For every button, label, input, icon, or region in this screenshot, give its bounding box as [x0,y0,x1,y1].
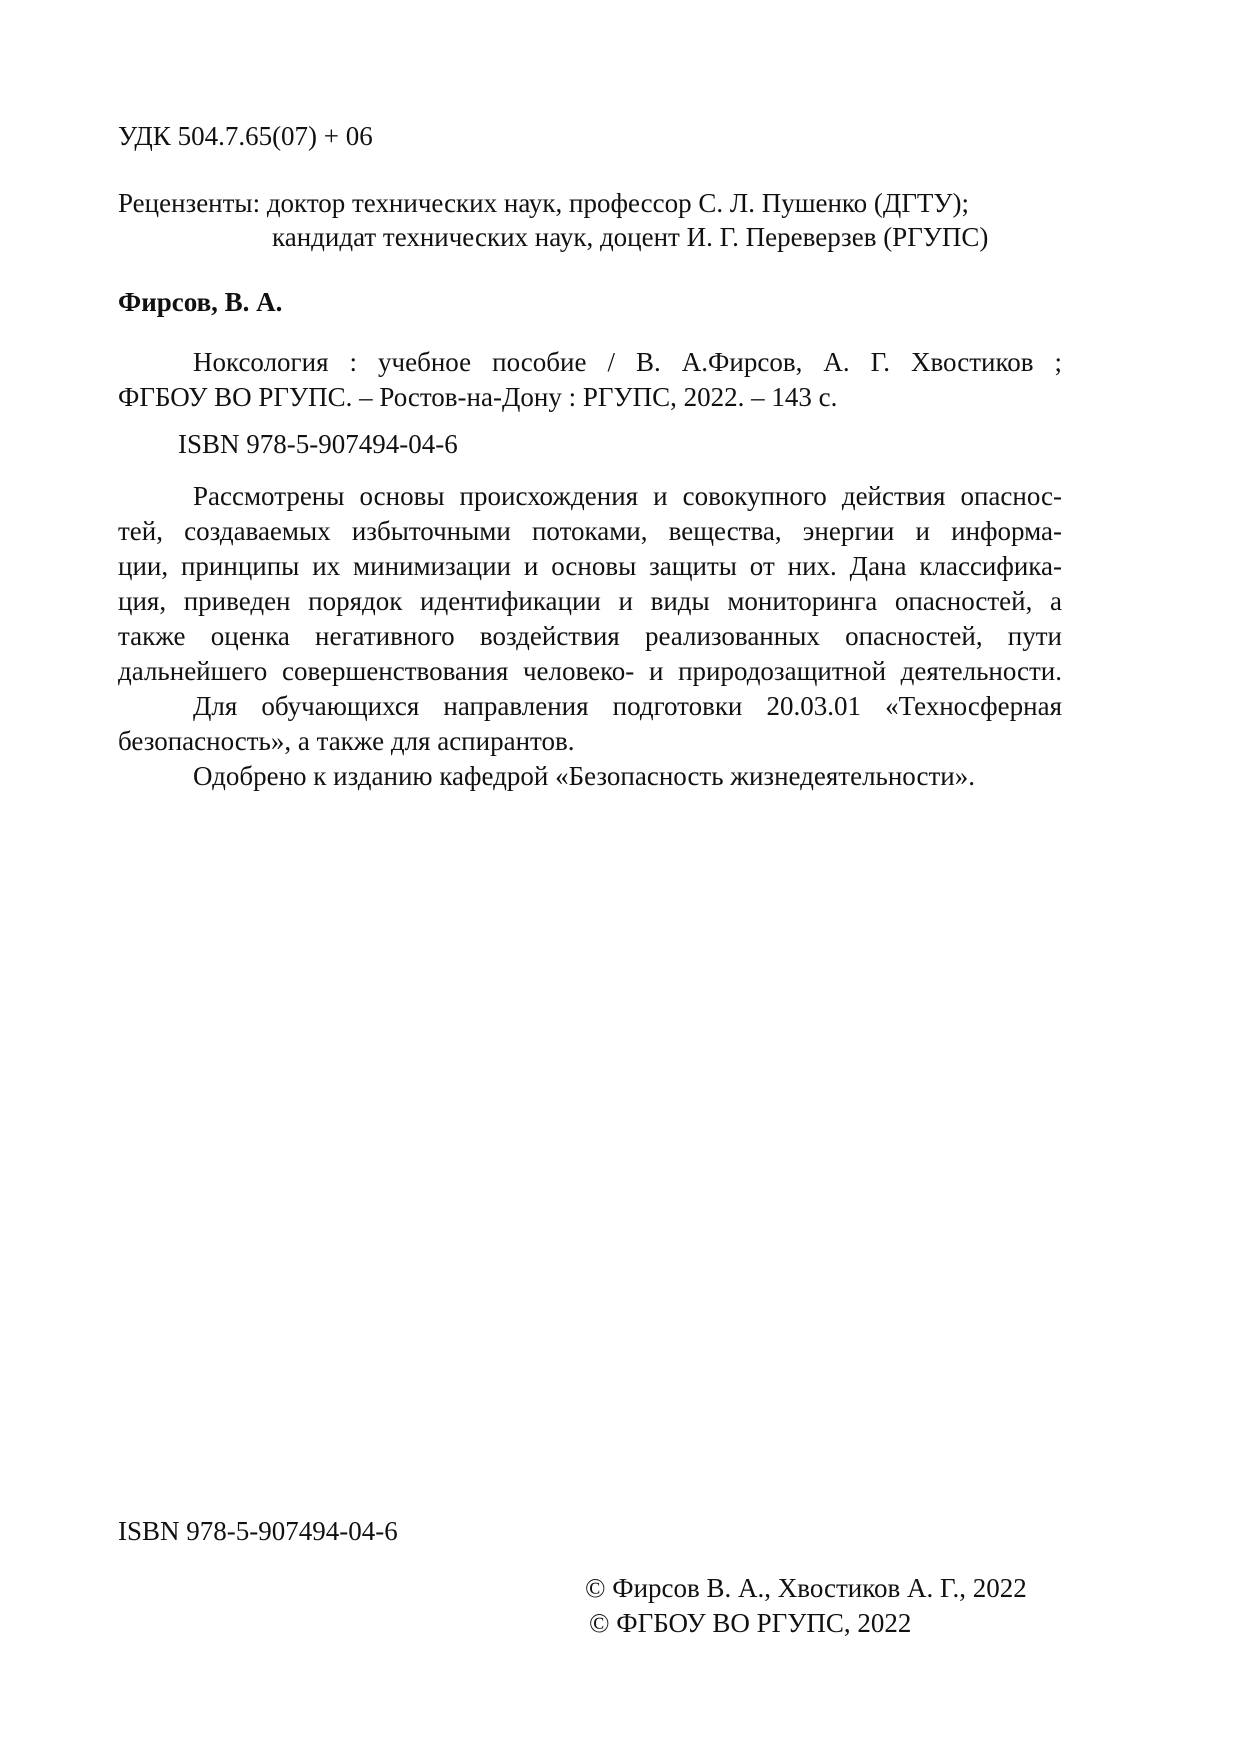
annotation-line: тей, создаваемых избыточными потоками, вещества, энергии и информа- [118,516,1062,546]
bibliographic-description [118,345,1062,415]
annotation-line: безопасность», а также для аспирантов. [118,726,575,756]
reviewers-line-2: кандидат технических наук, доцент И. Г. Переверзев (РГУПС) [272,222,989,252]
copyright-publisher: © ФГБОУ ВО РГУПС, 2022 [589,1608,912,1638]
udk-code: УДК 504.7.65(07) + 06 [118,121,373,151]
bibliographic-line-2: ФГБОУ ВО РГУПС. – Ростов-на-Дону : РГУПС, 2022. – 143 с. [118,382,838,412]
isbn-bottom: ISBN 978-5-907494-04-6 [118,1516,398,1546]
author-heading: Фирсов, В. А. [118,287,283,317]
annotation-line: ции, принципы их минимизации и основы защиты от них. Дана классифика- [118,551,1062,581]
reviewers-line-1: Рецензенты: доктор технических наук, профессор С. Л. Пушенко (ДГТУ); [118,188,970,218]
annotation-line: Одобрено к изданию кафедрой «Безопасность жизнедеятельности». [193,761,975,791]
annotation-line: Для обучающихся направления подготовки 20.03.01 «Техносферная [193,691,1062,721]
annotation-line: дальнейшего совершенствования человеко- и природозащитной деятельности. [118,656,1062,686]
isbn-top: ISBN 978-5-907494-04-6 [178,429,458,459]
annotation-line: Рассмотрены основы происхождения и совокупного действия опаснос- [193,481,1062,511]
annotation-line: ция, приведен порядок идентификации и виды мониторинга опасностей, а [118,586,1062,616]
annotation [118,479,1062,794]
bibliographic-line-1: Ноксология : учебное пособие / В. А.Фирсов, А. Г. Хвостиков ; [193,347,1062,377]
annotation-line: также оценка негативного воздействия реализованных опасностей, пути [118,621,1062,651]
copyright-authors: © Фирсов В. А., Хвостиков А. Г., 2022 [585,1573,1027,1603]
